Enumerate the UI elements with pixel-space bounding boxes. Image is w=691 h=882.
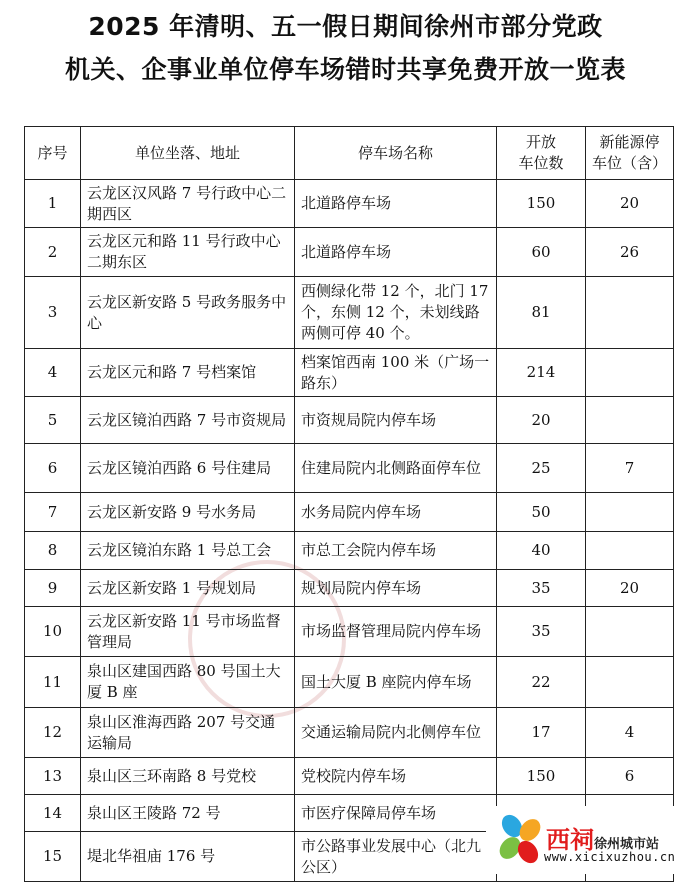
table-row	[25, 277, 674, 349]
cell-address: 泉山区王陵路 72 号	[81, 795, 295, 832]
cell-no: 12	[25, 708, 81, 758]
cell-open: 40	[497, 532, 586, 570]
table-row	[25, 349, 674, 397]
cell-address: 泉山区淮海西路 207 号交通运输局	[81, 708, 295, 758]
cell-address: 云龙区新安路 5 号政务服务中心	[81, 277, 295, 349]
cell-open: 17	[497, 708, 586, 758]
cell-no: 6	[25, 444, 81, 493]
cell-open: 81	[497, 277, 586, 349]
table-header-row	[25, 127, 674, 180]
cell-no: 4	[25, 349, 81, 397]
cell-no: 15	[25, 832, 81, 882]
cell-lot: 交通运输局院内北侧停车位	[295, 708, 497, 758]
cell-lot: 水务局院内停车场	[295, 493, 497, 532]
cell-lot: 市医疗保障局停车场	[295, 795, 497, 832]
table-row	[25, 397, 674, 444]
logo-url: www.xicixuzhou.cn	[544, 850, 676, 864]
cell-no: 13	[25, 758, 81, 795]
cell-address: 云龙区元和路 11 号行政中心二期东区	[81, 228, 295, 277]
cell-lot: 市公路事业发展中心（北九公区）	[295, 832, 497, 882]
cell-lot: 西侧绿化带 12 个，北门 17 个，东侧 12 个，未划线路两侧可停 40 个。	[295, 277, 497, 349]
cell-open: 35	[497, 607, 586, 657]
site-logo[interactable]	[486, 806, 691, 874]
table-row	[25, 532, 674, 570]
cell-open: 150	[497, 758, 586, 795]
cell-address: 云龙区镜泊西路 6 号住建局	[81, 444, 295, 493]
cell-lot: 国土大厦 B 座院内停车场	[295, 657, 497, 708]
cell-ev	[586, 607, 674, 657]
cell-open: 60	[497, 228, 586, 277]
cell-lot: 北道路停车场	[295, 180, 497, 228]
header-no: 序号	[25, 127, 81, 180]
cell-address: 云龙区镜泊东路 1 号总工会	[81, 532, 295, 570]
cell-no: 8	[25, 532, 81, 570]
cell-lot: 市场监督管理局院内停车场	[295, 607, 497, 657]
parking-table	[24, 126, 674, 882]
logo-brand-big: 西祠	[546, 826, 594, 854]
table-row	[25, 180, 674, 228]
cell-open: 25	[497, 444, 586, 493]
header-open-line2: 车位数	[518, 154, 564, 172]
header-open-line1: 开放	[525, 133, 556, 151]
cell-no: 2	[25, 228, 81, 277]
document-title-line-2: 机关、企事业单位停车场错时共享免费开放一览表	[64, 55, 626, 84]
cell-no: 14	[25, 795, 81, 832]
cell-address: 云龙区汉风路 7 号行政中心二期西区	[81, 180, 295, 228]
table-body	[25, 180, 674, 882]
cell-ev: 4	[586, 708, 674, 758]
header-address: 单位坐落、地址	[81, 127, 295, 180]
cell-no: 10	[25, 607, 81, 657]
cell-open: 150	[497, 180, 586, 228]
cell-ev	[586, 493, 674, 532]
cell-open: 35	[497, 570, 586, 607]
logo-brand-small: 徐州城市站	[594, 837, 660, 852]
cell-address: 泉山区建国西路 80 号国土大厦 B 座	[81, 657, 295, 708]
cell-no: 3	[25, 277, 81, 349]
cell-ev	[586, 397, 674, 444]
cell-open: 20	[497, 397, 586, 444]
cell-address: 云龙区新安路 11 号市场监督管理局	[81, 607, 295, 657]
cell-address: 泉山区三环南路 8 号党校	[81, 758, 295, 795]
cell-ev: 20	[586, 570, 674, 607]
cell-no: 7	[25, 493, 81, 532]
document-title-line-1: 2025 年清明、五一假日期间徐州市部分党政	[88, 12, 603, 41]
table-row	[25, 657, 674, 708]
cell-no: 1	[25, 180, 81, 228]
table-row	[25, 570, 674, 607]
table-row	[25, 493, 674, 532]
header-lot: 停车场名称	[295, 127, 497, 180]
cell-ev: 26	[586, 228, 674, 277]
cell-lot: 规划局院内停车场	[295, 570, 497, 607]
cell-open: 214	[497, 349, 586, 397]
table-row	[25, 228, 674, 277]
cell-lot: 党校院内停车场	[295, 758, 497, 795]
cell-address: 云龙区新安路 9 号水务局	[81, 493, 295, 532]
cell-ev: 7	[586, 444, 674, 493]
cell-no: 11	[25, 657, 81, 708]
header-open-spaces	[497, 127, 586, 180]
table-row	[25, 607, 674, 657]
header-ev-line2: 车位（含）	[592, 154, 668, 172]
header-ev-spaces	[586, 127, 674, 180]
cell-ev: 6	[586, 758, 674, 795]
cell-ev	[586, 532, 674, 570]
cell-open: 22	[497, 657, 586, 708]
cell-lot: 住建局院内北侧路面停车位	[295, 444, 497, 493]
cell-lot: 市总工会院内停车场	[295, 532, 497, 570]
cell-open: 50	[497, 493, 586, 532]
cell-address: 云龙区元和路 7 号档案馆	[81, 349, 295, 397]
pinwheel-logo-icon	[498, 812, 544, 866]
cell-no: 9	[25, 570, 81, 607]
table-row	[25, 708, 674, 758]
cell-address: 堤北华祖庙 176 号	[81, 832, 295, 882]
table-row	[25, 444, 674, 493]
cell-lot: 档案馆西南 100 米（广场一路东）	[295, 349, 497, 397]
cell-no: 5	[25, 397, 81, 444]
cell-lot: 北道路停车场	[295, 228, 497, 277]
cell-lot: 市资规局院内停车场	[295, 397, 497, 444]
cell-ev	[586, 349, 674, 397]
cell-ev	[586, 277, 674, 349]
cell-ev	[586, 657, 674, 708]
cell-ev: 20	[586, 180, 674, 228]
cell-address: 云龙区新安路 1 号规划局	[81, 570, 295, 607]
cell-address: 云龙区镜泊西路 7 号市资规局	[81, 397, 295, 444]
header-ev-line1: 新能源停	[599, 133, 660, 151]
table-row	[25, 758, 674, 795]
